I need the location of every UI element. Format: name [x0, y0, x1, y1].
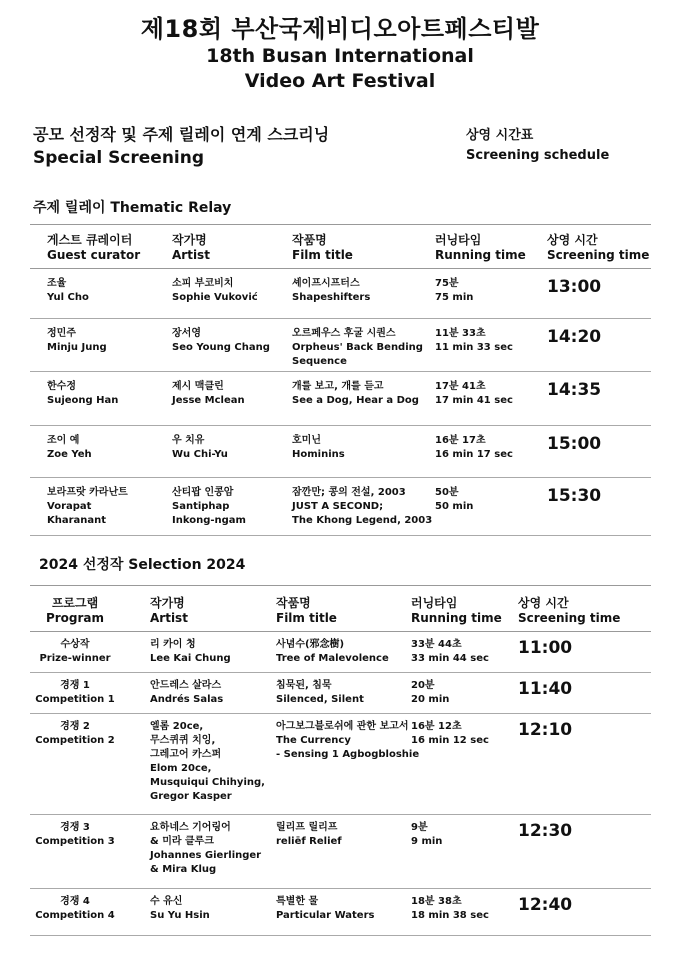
- screening-time-cell: [547, 486, 651, 535]
- curator-name-en: Zoe Yeh: [47, 449, 92, 460]
- film-title-line: 호미닌: [292, 435, 321, 446]
- artist-cell: [172, 277, 292, 318]
- header-label-ko: 작품명: [292, 233, 327, 247]
- film-title-cell: [292, 327, 435, 371]
- artist-cell: [120, 720, 265, 814]
- artist-name-ko: 장서영: [172, 328, 201, 339]
- special-screening-heading-english: Special Screening: [33, 148, 205, 168]
- running-time-ko: 17분 41초: [435, 381, 486, 392]
- running-time-cell: [404, 679, 514, 713]
- table-row: [30, 632, 651, 673]
- curator-name-ko: 정민주: [47, 328, 76, 339]
- running-time-en: 50 min: [435, 501, 474, 512]
- header-label-en: Film title: [276, 611, 337, 625]
- selection-2024-section-title: 2024 선정작 Selection 2024: [39, 557, 246, 573]
- curator-name-ko: 조율: [47, 278, 67, 289]
- table-row: [30, 426, 651, 478]
- running-time-ko: 50분: [435, 487, 459, 498]
- film-title-line: Orpheus' Back Bending: [292, 342, 423, 353]
- film-title-line: JUST A SECOND;: [292, 501, 384, 512]
- thematic-relay-section-title: 주제 릴레이 Thematic Relay: [33, 200, 232, 216]
- running-time-en: 18 min 38 sec: [411, 910, 489, 921]
- special-screening-heading-korean: 공모 선정작 및 주제 릴레이 연계 스크리닝: [33, 125, 330, 144]
- program-label-en: Competition 3: [35, 836, 115, 847]
- artist-name-line: 무스퀴퀴 치잉,: [150, 735, 216, 746]
- artist-name-line: Lee Kai Chung: [150, 653, 231, 664]
- film-title-cell: [292, 277, 435, 318]
- artist-name-line: 엘롬 20ce,: [150, 721, 204, 732]
- screening-time-cell: [514, 679, 624, 713]
- film-title-line: 잠깐만; 콩의 전설, 2003: [292, 487, 406, 498]
- curator-name-en: Vorapat: [47, 501, 92, 512]
- running-time-ko: 75분: [435, 278, 459, 289]
- running-time-cell: [435, 486, 547, 535]
- screening-time-cell: [547, 277, 651, 318]
- artist-cell: [172, 327, 292, 371]
- special-screening-heading: [33, 124, 329, 170]
- table-row: [30, 889, 651, 936]
- film-title-line: 오르페우스 후굴 시퀀스: [292, 328, 396, 339]
- artist-name-ko: 소피 부코비치: [172, 278, 234, 289]
- running-time-en: 11 min 33 sec: [435, 342, 513, 353]
- curator-cell: [30, 277, 172, 318]
- screening-time: 14:35: [547, 380, 602, 400]
- artist-name-line: Gregor Kasper: [150, 791, 232, 802]
- film-title-cell: [247, 720, 420, 814]
- film-title-line: reliēf Relief: [276, 836, 342, 847]
- schedule-heading-english: Screening schedule: [466, 148, 610, 163]
- table-row: [30, 673, 651, 714]
- artist-name-en: Jesse Mclean: [172, 395, 245, 406]
- film-title-line: Silenced, Silent: [276, 694, 364, 705]
- film-title-line: Shapeshifters: [292, 292, 371, 303]
- curator-name-ko: 한수정: [47, 381, 76, 392]
- header-label-ko: 작가명: [172, 233, 207, 247]
- header-label-en: Running time: [411, 611, 502, 625]
- screening-time-cell: [547, 380, 651, 425]
- film-title-line: 사념수(邪念樹): [276, 639, 345, 650]
- artist-name-line: 그레고어 카스퍼: [150, 749, 222, 760]
- curator-cell: [30, 486, 172, 535]
- header-cell-running-time: [404, 596, 514, 631]
- program-label-ko: 경쟁 4: [60, 896, 90, 907]
- header-label-en: Guest curator: [47, 248, 141, 262]
- artist-name-en: Santiphap: [172, 501, 230, 512]
- header-label-ko: 작가명: [150, 596, 185, 610]
- header-label-en: Running time: [435, 248, 526, 262]
- screening-time-cell: [514, 895, 624, 935]
- screening-time-cell: [547, 434, 651, 477]
- running-time-ko: 18분 38초: [411, 896, 462, 907]
- artist-name-line: 요하네스 기어링어: [150, 822, 231, 833]
- header-label-en: Artist: [172, 248, 210, 262]
- screening-time: 11:40: [518, 679, 573, 699]
- header-cell-running-time: [435, 233, 547, 268]
- screening-time: 12:10: [518, 720, 573, 740]
- table-header-row: [30, 225, 651, 269]
- film-title-line: The Khong Legend, 2003: [292, 515, 433, 526]
- header-cell-screening-time: [547, 233, 651, 268]
- program-label-ko: 경쟁 1: [60, 680, 90, 691]
- screening-time: 14:20: [547, 327, 602, 347]
- artist-name-en: Inkong-ngam: [172, 515, 246, 526]
- curator-name-en: Yul Cho: [47, 292, 89, 303]
- program-cell: [30, 638, 120, 672]
- artist-name-ko: 우 치유: [172, 435, 205, 446]
- running-time-cell: [404, 638, 514, 672]
- festival-title-english-line2: Video Art Festival: [244, 70, 436, 92]
- program-label-en: Competition 1: [35, 694, 115, 705]
- running-time-cell: [435, 327, 547, 371]
- festival-title-korean: 제18회 부산국제비디오아트페스티발: [140, 15, 540, 43]
- film-title-cell: [292, 486, 435, 535]
- curator-name-en: Kharanant: [47, 515, 107, 526]
- curator-cell: [30, 380, 172, 425]
- header-label-en: Screening time: [518, 611, 621, 625]
- running-time-cell: [404, 821, 514, 888]
- running-time-ko: 16분 12초: [411, 721, 462, 732]
- artist-cell: [120, 821, 262, 888]
- program-label-ko: 경쟁 3: [60, 822, 90, 833]
- table-row: [30, 319, 651, 372]
- artist-name-line: & Mira Klug: [150, 864, 217, 875]
- selection-2024-table: [30, 585, 651, 936]
- program-cell: [30, 895, 120, 935]
- curator-cell: [30, 327, 172, 371]
- artist-name-line: Johannes Gierlinger: [150, 850, 262, 861]
- artist-name-en: Seo Young Chang: [172, 342, 270, 353]
- header-cell-film-title: [247, 596, 404, 631]
- header-label-ko: 프로그램: [51, 596, 99, 610]
- film-title-cell: [247, 821, 404, 888]
- film-title-cell: [247, 638, 404, 672]
- table-row: [30, 478, 651, 536]
- artist-name-en: Wu Chi-Yu: [172, 449, 228, 460]
- film-title-line: Sequence: [292, 356, 347, 367]
- thematic-relay-table: [30, 224, 651, 536]
- curator-name-en: Sujeong Han: [47, 395, 119, 406]
- program-label-en: Prize-winner: [39, 653, 111, 664]
- running-time-ko: 20분: [411, 680, 435, 691]
- festival-title: [0, 14, 680, 94]
- header-label-ko: 러닝타임: [435, 233, 482, 247]
- program-cell: [30, 679, 120, 713]
- film-title-line: 침묵된, 침묵: [276, 680, 332, 691]
- running-time-en: 33 min 44 sec: [411, 653, 489, 664]
- curator-name-ko: 보라프랏 카라난트: [47, 487, 128, 498]
- running-time-cell: [404, 895, 514, 935]
- film-title-line: See a Dog, Hear a Dog: [292, 395, 419, 406]
- artist-name-line: 수 유신: [150, 896, 183, 907]
- film-title-line: 개를 보고, 개를 듣고: [292, 381, 384, 392]
- film-title-line: 릴리프 릴리프: [276, 822, 338, 833]
- artist-name-en: Sophie Vuković: [172, 292, 258, 303]
- artist-name-line: Andrés Salas: [150, 694, 224, 705]
- film-title-line: Particular Waters: [276, 910, 375, 921]
- artist-name-ko: 산티팝 인콩암: [172, 487, 234, 498]
- header-cell-screening-time: [514, 596, 624, 631]
- running-time-en: 17 min 41 sec: [435, 395, 513, 406]
- program-label-ko: 경쟁 2: [60, 721, 90, 732]
- table-header-row: [30, 586, 651, 632]
- artist-name-line: Su Yu Hsin: [150, 910, 210, 921]
- film-title-line: Hominins: [292, 449, 345, 460]
- running-time-en: 9 min: [411, 836, 443, 847]
- screening-time: 13:00: [547, 277, 602, 297]
- curator-name-en: Minju Jung: [47, 342, 107, 353]
- film-title-cell: [247, 679, 404, 713]
- film-title-line: - Sensing 1 Agbogbloshie: [276, 749, 420, 760]
- header-label-en: Artist: [150, 611, 188, 625]
- table-row: [30, 714, 651, 815]
- header-cell-curator: [30, 233, 172, 268]
- table-row: [30, 372, 651, 426]
- artist-cell: [120, 679, 247, 713]
- film-title-line: The Currency: [276, 735, 351, 746]
- running-time-cell: [435, 434, 547, 477]
- header-label-ko: 상영 시간: [547, 233, 598, 247]
- festival-title-english-line1: 18th Busan International: [206, 45, 474, 67]
- header-cell-artist: [172, 233, 292, 268]
- screening-time: 15:30: [547, 486, 602, 506]
- running-time-en: 16 min 12 sec: [411, 735, 489, 746]
- header-label-en: Screening time: [547, 248, 650, 262]
- schedule-heading-korean: 상영 시간표: [466, 128, 534, 143]
- film-title-cell: [292, 380, 435, 425]
- screening-time: 15:00: [547, 434, 602, 454]
- header-label-ko: 상영 시간: [518, 596, 569, 610]
- running-time-ko: 33분 44초: [411, 639, 462, 650]
- table-row: [30, 815, 651, 889]
- header-cell-artist: [120, 596, 247, 631]
- running-time-en: 20 min: [411, 694, 450, 705]
- screening-time: 12:30: [518, 821, 573, 841]
- artist-name-line: 리 카이 청: [150, 639, 196, 650]
- curator-cell: [30, 434, 172, 477]
- header-label-ko: 작품명: [276, 596, 311, 610]
- program-label-en: Competition 4: [35, 910, 115, 921]
- running-time-ko: 11분 33초: [435, 328, 486, 339]
- artist-name-line: & 미라 클루크: [150, 836, 214, 847]
- running-time-cell: [435, 380, 547, 425]
- table-row: [30, 269, 651, 319]
- artist-cell: [120, 895, 247, 935]
- header-cell-film-title: [292, 233, 435, 268]
- header-cell-program: [30, 596, 120, 631]
- film-title-cell: [292, 434, 435, 477]
- program-label-ko: 수상작: [60, 639, 90, 650]
- curator-name-ko: 조이 예: [47, 435, 80, 446]
- program-cell: [30, 821, 120, 888]
- artist-cell: [120, 638, 247, 672]
- running-time-cell: [435, 277, 547, 318]
- film-title-cell: [247, 895, 404, 935]
- screening-time-cell: [514, 638, 624, 672]
- film-title-line: Tree of Malevolence: [276, 653, 389, 664]
- artist-name-line: Elom 20ce,: [150, 763, 212, 774]
- artist-cell: [172, 380, 292, 425]
- film-title-line: 아그보그블로쉬에 관한 보고서: [276, 721, 409, 732]
- film-title-line: 특별한 물: [276, 896, 319, 907]
- screening-time-cell: [547, 327, 651, 371]
- running-time-ko: 9분: [411, 822, 428, 833]
- running-time-cell: [404, 720, 514, 814]
- running-time-ko: 16분 17초: [435, 435, 486, 446]
- artist-cell: [172, 434, 292, 477]
- running-time-en: 16 min 17 sec: [435, 449, 513, 460]
- screening-time-cell: [514, 821, 624, 888]
- header-label-ko: 러닝타임: [411, 596, 458, 610]
- program-label-en: Competition 2: [35, 735, 115, 746]
- screening-time-cell: [514, 720, 624, 814]
- artist-name-ko: 제시 맥클린: [172, 381, 224, 392]
- header-label-ko: 게스트 큐레이터: [47, 233, 133, 247]
- artist-cell: [172, 486, 292, 535]
- screening-time: 11:00: [518, 638, 573, 658]
- schedule-heading: [466, 126, 609, 166]
- header-label-en: Film title: [292, 248, 353, 262]
- program-cell: [30, 720, 120, 814]
- screening-time: 12:40: [518, 895, 573, 915]
- artist-name-line: 안드레스 살라스: [150, 680, 222, 691]
- running-time-en: 75 min: [435, 292, 474, 303]
- film-title-line: 셰이프시프터스: [292, 278, 360, 289]
- artist-name-line: Musquiqui Chihying,: [150, 777, 265, 788]
- header-label-en: Program: [45, 611, 105, 625]
